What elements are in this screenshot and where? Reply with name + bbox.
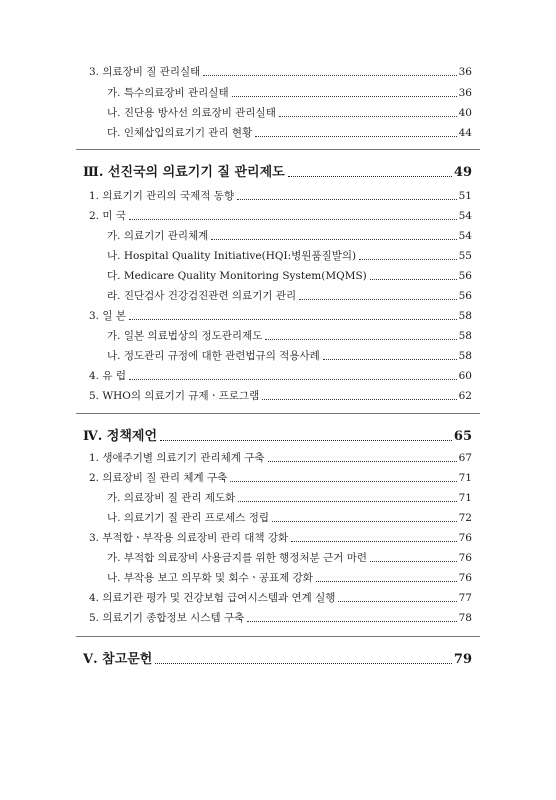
toc-entry-page: 51: [458, 190, 472, 202]
toc-entry-page: 78: [458, 612, 472, 624]
toc-section-label: Ⅲ. 선진국의 의료기기 질 관리제도: [83, 165, 285, 180]
toc-entry-page: 76: [458, 572, 472, 584]
toc-entry-page: 71: [458, 472, 472, 484]
toc-entry: [107, 289, 472, 303]
toc-entry-page: 71: [458, 492, 472, 504]
toc-entry-page: 58: [458, 330, 472, 342]
dot-leader: [299, 298, 457, 300]
dot-leader: [370, 560, 457, 562]
toc-entry: [107, 86, 472, 100]
dot-leader: [238, 500, 456, 502]
toc-entry-label: 가. 의료장비 질 관리 제도화: [107, 492, 236, 504]
dot-leader: [291, 540, 456, 542]
toc-entry: [89, 65, 472, 79]
toc-section-page: 79: [453, 652, 472, 667]
dot-leader: [237, 198, 457, 200]
dot-leader: [203, 74, 456, 76]
dot-leader: [129, 318, 457, 320]
dot-leader: [129, 218, 457, 220]
section-divider: [76, 413, 480, 414]
toc-entry: [107, 571, 472, 585]
toc-entry: [107, 511, 472, 525]
toc-entry: [89, 209, 472, 223]
toc-entry: [107, 349, 472, 363]
toc-entry-label: 1. 생애주기별 의료기기 관리체계 구축: [89, 452, 265, 464]
toc-entry: [107, 269, 472, 283]
toc-entry-label: 가. 일본 의료법상의 정도관리제도: [107, 330, 263, 342]
toc-entry-label: 나. 부작용 보고 의무화 및 회수ㆍ공표제 강화: [107, 572, 313, 584]
toc-entry: [89, 531, 472, 545]
toc-entry-label: 2. 의료장비 질 관리 체계 구축: [89, 472, 228, 484]
toc-entry: [89, 369, 472, 383]
dot-leader: [359, 258, 457, 260]
dot-leader: [272, 520, 457, 522]
dot-leader: [268, 460, 457, 462]
toc-entry: [89, 309, 472, 323]
toc-entry-label: 나. 진단용 방사선 의료장비 관리실태: [107, 107, 276, 119]
toc-entry-label: 3. 부적합ㆍ부작용 의료장비 관리 대책 강화: [89, 532, 289, 544]
toc-entry: [107, 249, 472, 263]
toc-entry-label: 4. 유 럽: [89, 370, 126, 382]
toc-entry-page: 58: [458, 350, 472, 362]
dot-leader: [155, 662, 452, 664]
toc-entry-label: 5. WHO의 의료기기 규제ㆍ프로그램: [89, 390, 260, 402]
dot-leader: [255, 135, 456, 137]
toc-entry-label: 4. 의료기관 평가 및 건강보험 급여시스템과 연계 실행: [89, 592, 336, 604]
toc-entry-page: 60: [458, 370, 472, 382]
dot-leader: [288, 175, 452, 177]
toc-entry-page: 44: [458, 127, 472, 139]
toc-entry-page: 54: [458, 210, 472, 222]
toc-entry-page: 76: [458, 552, 472, 564]
toc-entry-label: 나. Hospital Quality Initiative(HQI:병원품질발의): [107, 250, 357, 262]
toc-entry: [107, 106, 472, 120]
dot-leader: [370, 278, 457, 280]
toc-section-heading[interactable]: [83, 164, 472, 181]
dot-leader: [323, 358, 457, 360]
toc-entry: [89, 471, 472, 485]
toc-section-page: 49: [453, 165, 472, 180]
section-divider: [76, 636, 480, 637]
toc-entry: [107, 551, 472, 565]
dot-leader: [279, 115, 457, 117]
toc-entry-label: 나. 의료기기 질 관리 프로세스 정립: [107, 512, 270, 524]
toc-entry-page: 62: [458, 390, 472, 402]
dot-leader: [247, 620, 456, 622]
dot-leader: [160, 439, 452, 441]
toc-entry-label: 3. 의료장비 질 관리실태: [89, 66, 201, 78]
toc-entry-label: 5. 의료기기 종합정보 시스템 구축: [89, 612, 245, 624]
toc-entry-page: 55: [458, 250, 472, 262]
toc-entry-label: 1. 의료기기 관리의 국제적 동향: [89, 190, 235, 202]
toc-section-heading[interactable]: [83, 651, 472, 668]
toc-entry: [107, 229, 472, 243]
toc-entry-page: 77: [458, 592, 472, 604]
toc-section-page: 65: [453, 429, 472, 444]
toc-entry-page: 40: [458, 107, 472, 119]
toc-entry-label: 나. 정도관리 규정에 대한 관련법규의 적용사례: [107, 350, 320, 362]
toc-section-heading[interactable]: [83, 428, 472, 445]
toc-entry-page: 36: [458, 66, 472, 78]
dot-leader: [338, 600, 456, 602]
toc-entry-label: 가. 부적합 의료장비 사용금지를 위한 행정처분 근거 마련: [107, 552, 367, 564]
toc-entry-page: 72: [458, 512, 472, 524]
section-divider: [76, 149, 480, 150]
toc-entry-page: 56: [458, 270, 472, 282]
toc-entry-page: 58: [458, 310, 472, 322]
dot-leader: [316, 580, 457, 582]
toc-entry: [107, 491, 472, 505]
toc-entry-label: 라. 진단검사 건강검진관련 의료기기 관리: [107, 290, 297, 302]
dot-leader: [262, 398, 456, 400]
dot-leader: [265, 338, 456, 340]
toc-entry-label: 3. 일 본: [89, 310, 126, 322]
toc-entry: [89, 611, 472, 625]
toc-entry-label: 2. 미 국: [89, 210, 126, 222]
toc-entry-label: 가. 특수의료장비 관리실태: [107, 87, 229, 99]
toc-section-label: Ⅳ. 정책제언: [83, 429, 158, 444]
dot-leader: [232, 95, 457, 97]
dot-leader: [230, 480, 456, 482]
toc-entry-label: 다. 인체삽입의료기기 관리 현황: [107, 127, 253, 139]
toc-entry-page: 67: [458, 452, 472, 464]
toc-entry-label: 다. Medicare Quality Monitoring System(MQMS): [107, 270, 367, 282]
toc-entry: [89, 189, 472, 203]
toc-section-label: Ⅴ. 참고문헌: [83, 652, 153, 667]
dot-leader: [211, 238, 456, 240]
toc-entry-page: 36: [458, 87, 472, 99]
toc-entry: [89, 451, 472, 465]
toc-entry-label: 가. 의료기기 관리체계: [107, 230, 209, 242]
toc-entry: [89, 389, 472, 403]
toc-entry: [107, 329, 472, 343]
toc-entry: [107, 126, 472, 140]
dot-leader: [129, 378, 457, 380]
toc-entry: [89, 591, 472, 605]
toc-entry-page: 54: [458, 230, 472, 242]
toc-entry-page: 76: [458, 532, 472, 544]
toc-entry-page: 56: [458, 290, 472, 302]
